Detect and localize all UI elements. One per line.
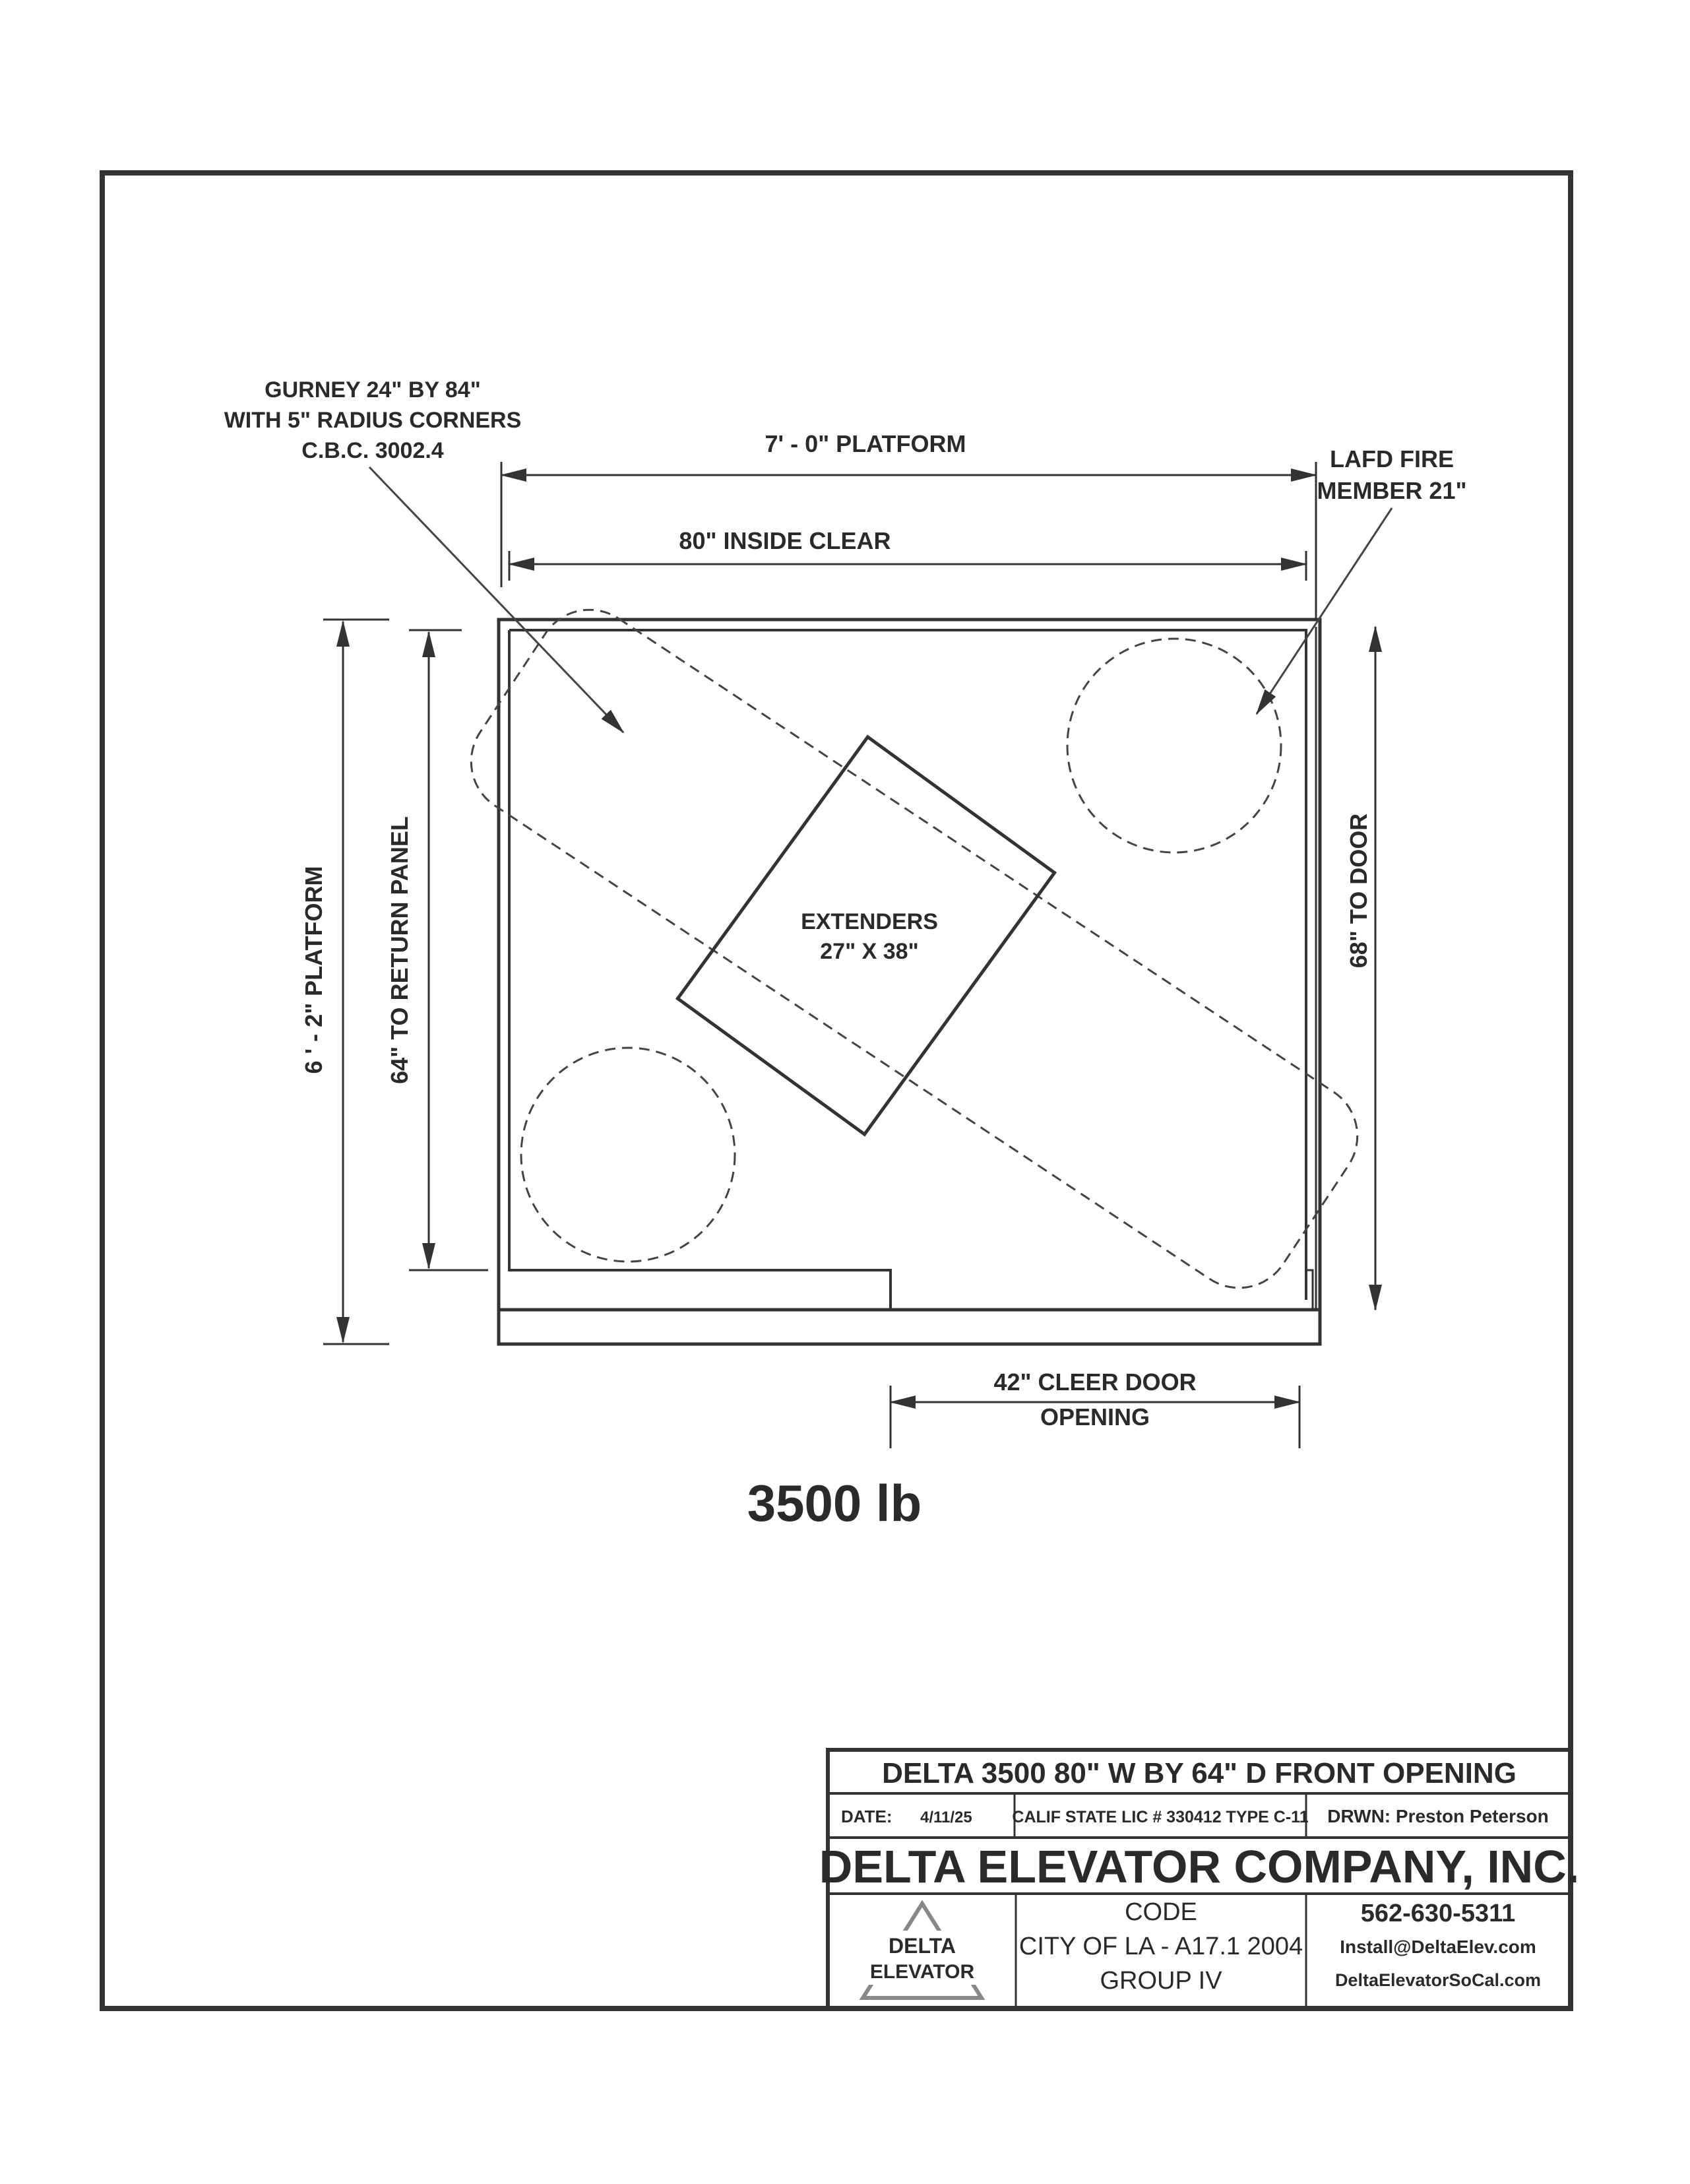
extenders-label-line-1: EXTENDERS (801, 909, 938, 934)
code-jurisdiction: CITY OF LA - A17.1 2004 (1018, 1933, 1303, 1960)
title-block-title: DELTA 3500 80" W BY 64" D FRONT OPENING (882, 1757, 1517, 1789)
gurney-leader (369, 467, 623, 732)
car-walls (499, 620, 1320, 1344)
lafd-label-line-2: MEMBER 21" (1317, 477, 1467, 504)
code-group: GROUP IV (1100, 1967, 1222, 1995)
code-label: CODE (1125, 1898, 1197, 1926)
door-opening-label-line-2: OPENING (1040, 1403, 1150, 1430)
website: DeltaElevatorSoCal.com (1334, 1970, 1542, 1990)
company-name: DELTA ELEVATOR COMPANY, INC. (819, 1841, 1580, 1892)
inside-clear-label: 80" INSIDE CLEAR (679, 527, 891, 554)
extenders-label-line-2: 27" X 38" (820, 939, 919, 964)
gurney-label-line-3: C.B.C. 3002.4 (301, 438, 444, 463)
phone-number: 562-630-5311 (1360, 1900, 1516, 1927)
drawn-by: DRWN: Preston Peterson (1327, 1806, 1549, 1826)
logo-text-line-2: ELEVATOR (869, 1961, 975, 1983)
license-number: CALIF STATE LIC # 330412 TYPE C-11 (1012, 1808, 1309, 1826)
door-opening-label-line-1: 42" CLEER DOOR (993, 1368, 1197, 1396)
gurney-label-line-1: GURNEY 24" BY 84" (265, 377, 481, 402)
to-door-label: 68" TO DOOR (1345, 813, 1372, 969)
date-label: DATE: (841, 1807, 892, 1826)
date-value: 4/11/25 (920, 1809, 972, 1826)
lafd-label-line-1: LAFD FIRE (1330, 445, 1454, 472)
extenders-outline (677, 737, 1054, 1134)
email-address: Install@DeltaElev.com (1340, 1937, 1536, 1957)
fire-member-circle-upper (1067, 639, 1281, 852)
platform-depth-label: 6 ' - 2" PLATFORM (300, 866, 327, 1074)
fire-member-circle-lower (521, 1048, 735, 1262)
gurney-label-line-2: WITH 5" RADIUS CORNERS (224, 408, 522, 433)
platform-width-label: 7' - 0" PLATFORM (765, 430, 966, 457)
logo-text-line-1: DELTA (889, 1934, 956, 1958)
lafd-leader (1257, 508, 1392, 714)
capacity-label: 3500 lb (747, 1474, 922, 1532)
return-panel-label: 64" TO RETURN PANEL (386, 816, 413, 1084)
delta-elevator-logo (863, 1904, 982, 1998)
